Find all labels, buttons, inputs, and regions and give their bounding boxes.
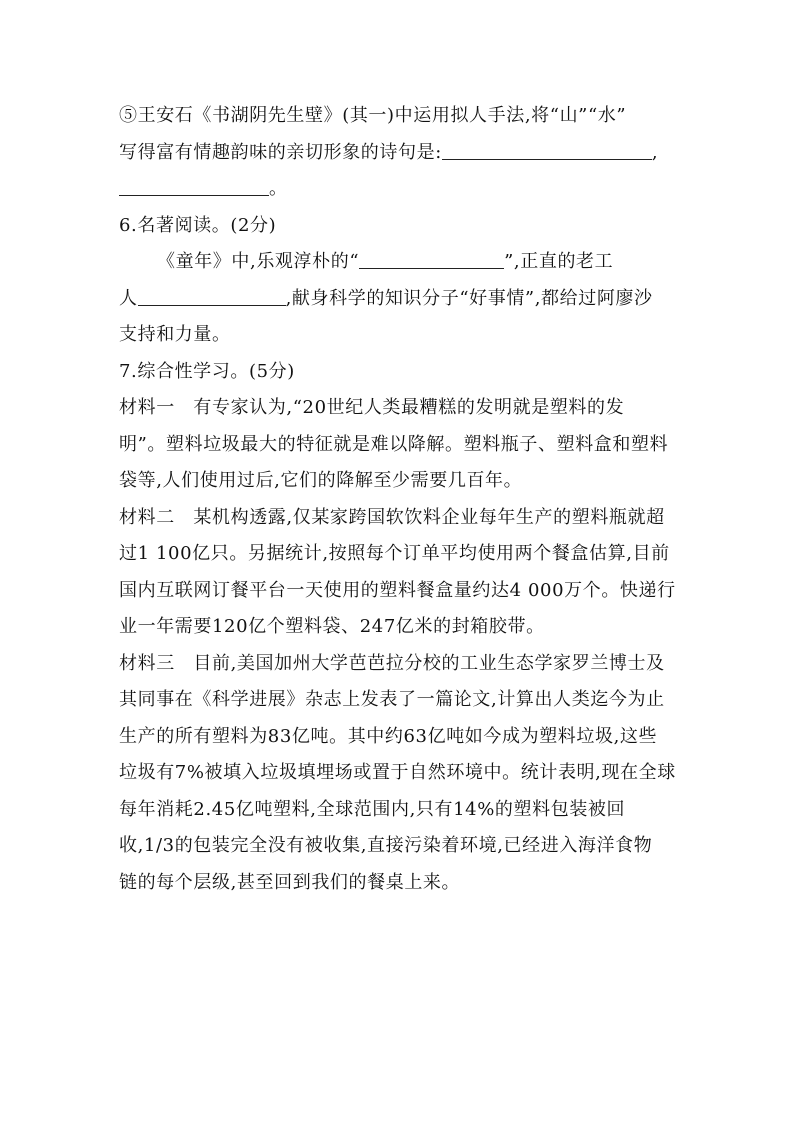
answer-blank-4[interactable] <box>138 287 286 306</box>
q5-line-1: ⑤王安石《书湖阴先生壁》(其一)中运用拟人手法,将“山”“水” <box>119 105 627 126</box>
q7-heading: 7.综合性学习。(5分) <box>119 360 295 382</box>
q7-material-line: 袋等,人们使用过后,它们的降解至少需要几百年。 <box>119 470 523 491</box>
answer-blank-2[interactable] <box>119 177 269 196</box>
q7-material-line: 链的每个层级,甚至回到我们的餐桌上来。 <box>119 871 461 893</box>
q6-line-2-pre: 人 <box>119 287 138 309</box>
q7-material-line: 每年消耗2.45亿吨塑料,全球范围内,只有14%的塑料包装被回 <box>119 798 626 820</box>
q6-line-1 <box>119 249 679 274</box>
q7-material-line: 收,1/3的包装完全没有被收集,直接污染着环境,已经进入海洋食物 <box>119 835 653 856</box>
q6-heading: 6.名著阅读。(2分) <box>119 214 277 236</box>
q5-period: 。 <box>269 178 288 199</box>
q5-comma: , <box>651 141 659 163</box>
q7-material-line: 材料一 有专家认为,“20世纪人类最糟糕的发明就是塑料的发 <box>119 397 625 418</box>
q5-prompt-text: 写得富有情趣韵味的亲切形象的诗句是: <box>119 141 442 163</box>
q6-line-1-pre: 《童年》中,乐观淳朴的“ <box>157 251 360 272</box>
q7-material-line: 材料二 某机构透露,仅某家跨国软饮料企业每年生产的塑料瓶就超 <box>119 506 665 528</box>
q5-line-2 <box>119 140 679 165</box>
q7-material-line: 明”。塑料垃圾最大的特征就是难以降解。塑料瓶子、塑料盒和塑料 <box>119 433 669 455</box>
q6-line-2-post: ,献身科学的知识分子“好事情”,都给过阿廖沙 <box>285 287 653 309</box>
q7-material-line: 国内互联网订餐平台一天使用的塑料餐盒量约达4 000万个。快递行 <box>119 579 676 601</box>
q6-line-2 <box>119 286 679 311</box>
q6-line-3: 支持和力量。 <box>119 324 231 345</box>
q7-material-line: 垃圾有7%被填入垃圾填埋场或置于自然环境中。统计表明,现在全球 <box>119 762 676 783</box>
document-page <box>119 103 679 906</box>
q7-material-line: 过1 100亿只。另据统计,按照每个订单平均使用两个餐盒估算,目前 <box>119 543 670 564</box>
answer-blank-3[interactable] <box>359 250 504 269</box>
q7-material-line: 生产的所有塑料为83亿吨。其中约63亿吨如今成为塑料垃圾,这些 <box>119 725 658 747</box>
answer-blank-1[interactable] <box>442 141 652 160</box>
q6-line-1-post: ”,正直的老工 <box>504 251 614 272</box>
q7-material-line: 其同事在《科学进展》杂志上发表了一篇论文,计算出人类迄今为止 <box>119 689 665 710</box>
q7-material-line: 材料三 目前,美国加州大学芭芭拉分校的工业生态学家罗兰博士及 <box>119 652 665 674</box>
q7-material-line: 业一年需要120亿个塑料袋、247亿米的封箱胶带。 <box>119 616 545 637</box>
q5-line-3 <box>119 176 679 201</box>
